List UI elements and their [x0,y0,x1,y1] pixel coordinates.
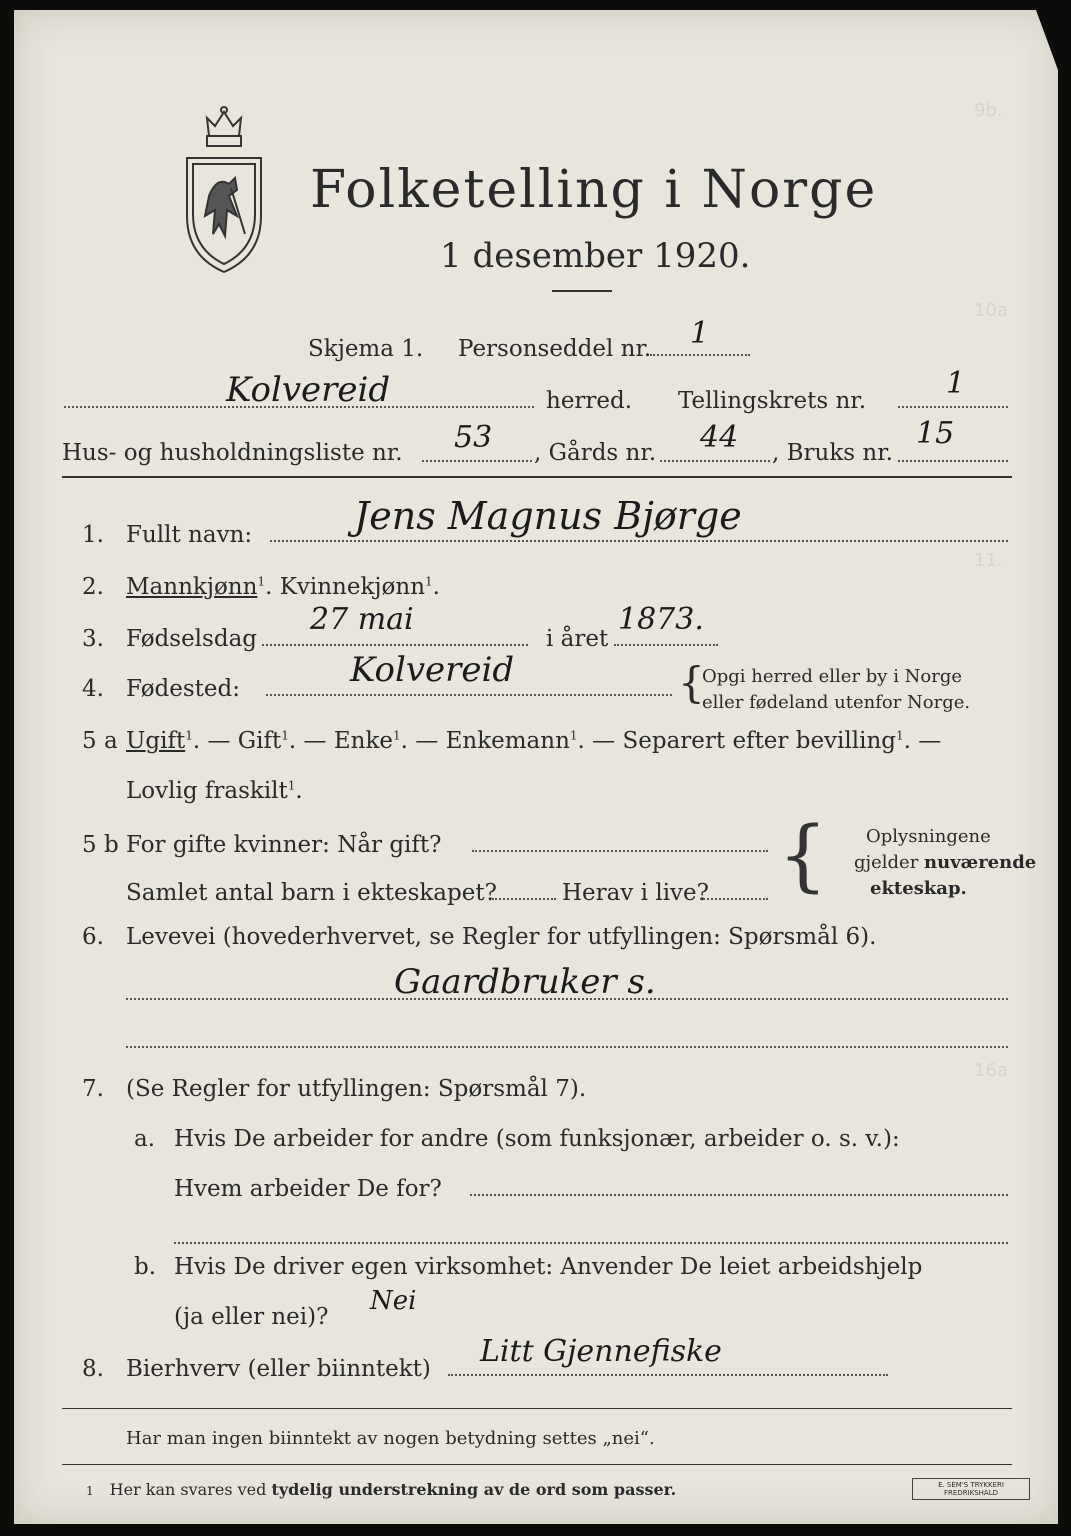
personseddel-line [650,354,750,356]
q3-label: Fødselsdag [126,626,258,652]
q4-brace-icon: { [678,658,705,707]
footnote-divider [62,1464,1012,1465]
coat-of-arms-icon [179,106,269,276]
bruks-line [898,460,1008,462]
q3-line [262,644,528,646]
footnote: 1 Her kan svares ved tydelig understrekning av de ord som passer. [86,1480,677,1499]
personseddel-label: Personseddel nr. [458,336,652,362]
herred-value: Kolvereid [226,370,391,410]
q5a-ugift: Ugift [126,728,186,754]
q8-line [448,1374,888,1376]
q4-note-1: Opgi herred eller by i Norge [702,666,963,687]
form-title: Folketelling i Norge [310,160,878,220]
census-date: 1 desember 1920. [440,236,751,276]
q3-number: 3. [82,626,104,652]
q4-label: Fødested: [126,676,241,702]
gards-label: , Gårds nr. [534,440,657,466]
q5b-barn-line [492,898,556,900]
q3-year-line [614,644,718,646]
q5b-ilive-label: Herav i live? [562,880,709,906]
q5b-label: For gifte kvinner: Når gift? [126,832,442,858]
q5b-note-1: Oplysningene [866,826,991,847]
bleed-through: 10a [974,300,1008,321]
q5a-fraskilt: Lovlig fraskilt [126,778,288,804]
q7a-hvem-label: Hvem arbeider De for? [174,1176,442,1202]
q6-value: Gaardbruker s. [394,962,656,1002]
q5a-separert: Separert efter bevilling [622,728,897,754]
q2-mann: Mannkjønn [126,574,258,600]
q3-year-value: 1873. [618,602,704,637]
q7a-label: Hvis De arbeider for andre (som funksjonær, arbeider o. s. v.): [174,1126,900,1152]
q7b-value: Nei [370,1286,417,1316]
q5b-barn-label: Samlet antal barn i ekteskapet? [126,880,497,906]
q1-number: 1. [82,522,104,548]
q7-label: (Se Regler for utfyllingen: Spørsmål 7). [126,1076,587,1102]
q1-value: Jens Magnus Bjørge [354,494,742,538]
husliste-label: Hus- og husholdningsliste nr. [62,440,403,466]
herred-label: herred. [546,388,633,414]
q8-number: 8. [82,1356,104,1382]
q7b-number: b. [134,1254,157,1280]
q5a-enke: Enke [333,728,394,754]
bruks-label: , Bruks nr. [772,440,893,466]
census-form-sheet [14,10,1058,1524]
skjema-label: Skjema 1. [308,336,424,362]
q5b-brace-icon: { [778,811,828,901]
title-divider [552,290,612,292]
q6-line-1 [126,998,1008,1000]
q5a-gift: Gift [237,728,282,754]
gards-value: 44 [700,420,739,455]
q2-number: 2. [82,574,104,600]
header-divider [62,476,1012,478]
q5a-enkemann: Enkemann [445,728,570,754]
bleed-through: 16a [974,1060,1008,1081]
husliste-value: 53 [454,420,493,455]
footer-divider [62,1408,1012,1409]
bleed-through: 11. [974,550,1003,571]
q2-kvinne: Kvinnekjønn [279,574,426,600]
footnote-number: 1 [86,1484,94,1498]
q5b-number: 5 b [82,832,119,858]
q3-year-label: i året [546,626,609,652]
q3-value: 27 mai [310,602,414,637]
q7b-jn-label: (ja eller nei)? [174,1304,329,1330]
q5b-note-3: ekteskap. [870,878,967,899]
bleed-through: 9b. [974,100,1003,121]
q1-line [270,540,1008,542]
q2-options: Mannkjønn$^1$. Kvinnekjønn$^1$. [126,574,440,600]
q4-number: 4. [82,676,104,702]
q6-number: 6. [82,924,104,950]
q7a-number: a. [134,1126,156,1152]
q4-value: Kolvereid [350,650,515,690]
torn-corner [1036,10,1058,70]
q5b-note-2: gjelder nuværende [854,852,1037,873]
q5a-fraskilt-line: Lovlig fraskilt$^1$. [126,778,303,804]
q7a-line-2 [174,1242,1008,1244]
q8-label: Bierhverv (eller biinntekt) [126,1356,431,1382]
footer-note: Har man ingen biinntekt av nogen betydning settes „nei“. [126,1428,655,1449]
q1-label: Fullt navn: [126,522,253,548]
husliste-line [422,460,532,462]
q7b-label: Hvis De driver egen virksomhet: Anvender De leiet arbeidshjelp [174,1254,923,1280]
q5a-options: Ugift$^1$. — Gift$^1$. — Enke$^1$. — Enkemann$^1$. — Separert efter bevilling$^1$. — [126,728,942,754]
q6-line-2 [126,1046,1008,1048]
q7-number: 7. [82,1076,104,1102]
printer-stamp: E. SEM'S TRYKKERI FREDRIKSHALD [912,1478,1030,1500]
tellingskrets-label: Tellingskrets nr. [678,388,867,414]
personseddel-value: 1 [690,316,710,351]
bruks-value: 15 [916,416,955,451]
q6-label: Levevei (hovederhvervet, se Regler for utfyllingen: Spørsmål 6). [126,924,877,950]
q4-line [266,694,672,696]
gards-line [660,460,770,462]
q7a-hvem-line [470,1194,1008,1196]
q5a-number: 5 a [82,728,118,754]
q5b-naar-line [472,850,768,852]
q8-value: Litt Gjennefiske [480,1334,722,1369]
q4-note-2: eller fødeland utenfor Norge. [702,692,971,713]
tellingskrets-value: 1 [946,366,966,401]
q5b-ilive-line [700,898,768,900]
tellingskrets-line [898,406,1008,408]
